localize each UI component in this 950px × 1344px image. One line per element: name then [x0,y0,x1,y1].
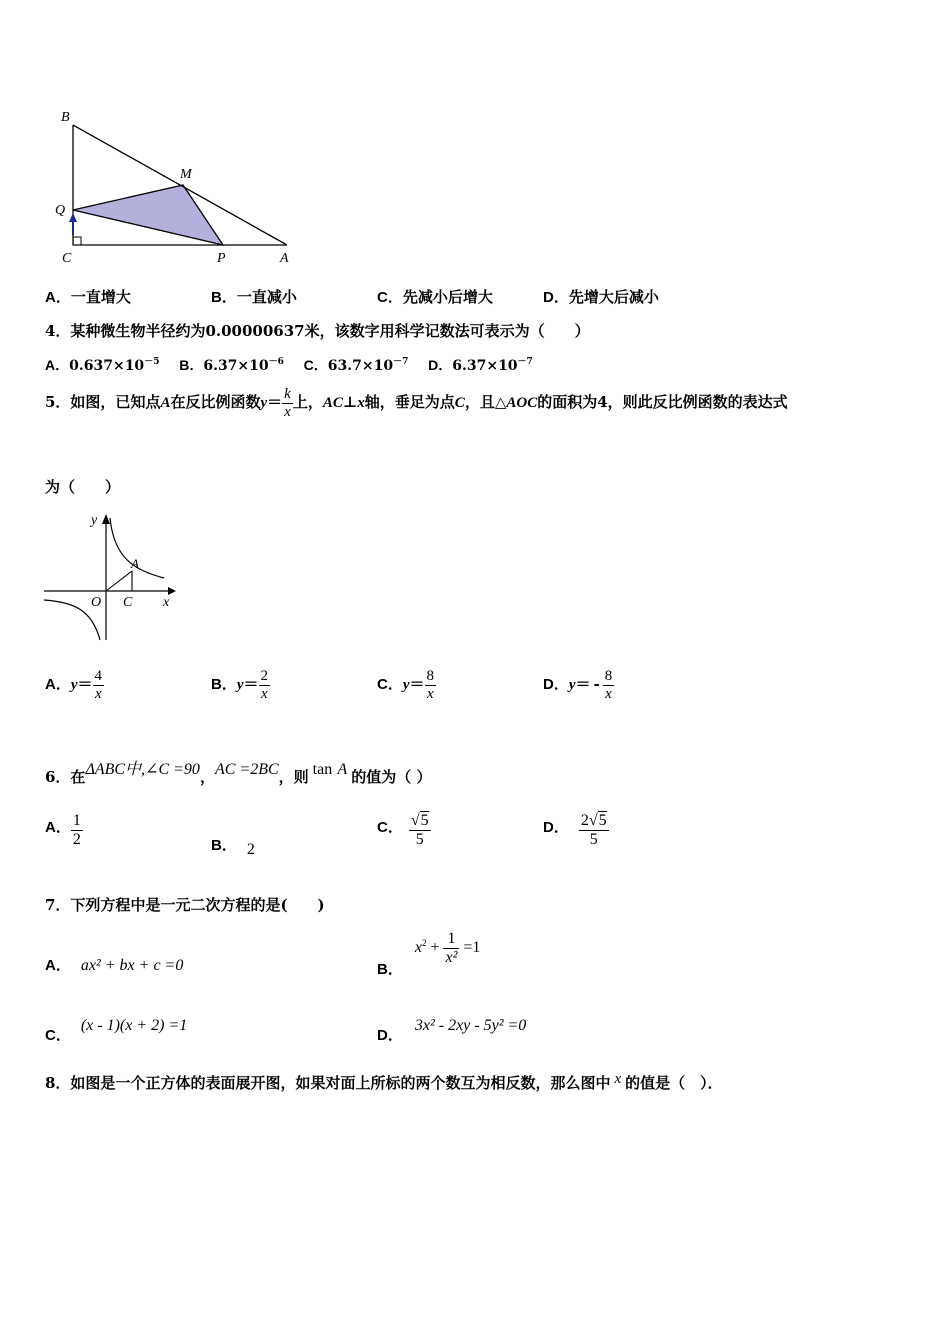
q5-option-d[interactable] [543,668,614,702]
q6-option-c[interactable] [377,812,431,848]
q3-option-d[interactable] [543,286,659,307]
shaded-triangle [73,185,223,245]
q7-option-d[interactable] [377,1014,527,1044]
q5-t4: ，且△ [464,393,507,411]
q5-option-b-num: 2 [260,668,269,684]
q4-option-a-exp: －5 [144,357,160,367]
q5-option-d-label: D． [543,676,569,693]
label-y: y [91,513,98,528]
q5-y: y [260,395,268,411]
q4-options [45,354,533,375]
q7-option-b-x: x [414,938,422,956]
q6-option-d-den: 5 [579,830,609,849]
q3-option-a-label: A． [45,289,71,306]
q5-x: x [284,403,291,420]
q7-option-c[interactable] [45,1014,188,1044]
q5-option-c-num: 8 [426,668,435,684]
q5-point-a: A [160,395,171,411]
q6-option-a-num: 1 [72,812,81,829]
q5-option-a-frac [93,668,105,702]
q5-aoc: AOC [506,395,538,411]
q5-eq: ＝ [267,393,283,411]
q3-option-b[interactable] [211,286,297,307]
q7-option-a-eq: ax² + bx + c =0 [80,957,184,974]
q6-option-c-num [409,812,431,830]
q7-option-b-num: 1 [447,930,456,947]
q6-option-d-label: D． [543,819,569,837]
q5-axis-x: x [357,395,365,411]
q7-option-a-label: A． [45,957,71,974]
q5-option-d-den: x [603,685,615,703]
q5-option-d-eq: ＝ [575,675,591,693]
q5-option-a[interactable] [45,668,104,702]
q4-option-b[interactable] [179,358,284,374]
q7-stem: 7．下列方程中是一元二次方程的是( ) [45,896,325,914]
q5-option-c[interactable] [377,668,436,702]
q6-stem [45,756,432,786]
q7-option-b-sq: 2 [421,937,427,948]
q6-comma: ， [199,768,215,786]
q7-option-b-frac [443,930,459,966]
q4-option-d-label: D． [428,357,453,373]
q6-option-b-label: B． [211,837,237,854]
q5-option-b-label: B． [211,676,237,693]
right-angle-mark [73,237,81,245]
q5-option-c-frac [425,668,437,702]
q5-option-b-y: y [236,677,244,693]
q6-cond: ΔABC中,∠C =90 [85,761,200,778]
q5-option-a-num: 4 [94,668,103,684]
q7-option-b-label: B． [377,960,403,978]
label-a2: A [131,556,139,571]
q5-k: k [284,386,291,402]
label-b: B [61,110,70,125]
q5-option-b-eq: ＝ [243,675,259,693]
q5-c: C [454,395,465,411]
q5-option-c-y: y [402,677,410,693]
q6-t1: ，则 [278,768,309,786]
label-c: C [62,251,72,266]
q4-stem: 4．某种微生物半径约为0.00000637米，该数字用科学记数法可表示为（ ） [45,322,590,340]
label-x: x [163,595,170,610]
y-axis-arrow [102,514,110,524]
q4-option-d-exp: －7 [517,357,533,367]
q5-option-c-den: x [425,685,437,703]
sqrt-icon: √ [588,812,598,829]
label-o: O [91,595,102,610]
q6-option-c-label: C． [377,819,403,837]
q5-t1: 在反比例函数 [170,393,261,411]
q4-option-c-label: C． [303,357,328,373]
q4-option-c[interactable] [304,358,409,374]
q8-t1: 8．如图是一个正方体的表面展开图，如果对面上所标的两个数互为相反数，那么图中 [45,1074,611,1092]
q6-option-d[interactable] [543,812,609,848]
q4-option-d-mant: 6.37×10 [452,358,518,374]
q6-option-d-frac [569,812,609,848]
q6-a: A [337,761,348,778]
q4-option-a-label: A． [45,357,70,373]
q4-option-c-exp: －7 [393,357,409,367]
q5-option-b-den: x [259,685,271,703]
q6-option-c-frac [403,812,431,848]
q5-option-a-den: x [93,685,105,703]
q6-num: 6．在 [45,768,86,786]
q7-option-a[interactable] [45,954,183,975]
q5-option-d-sign: - [593,675,600,693]
label-m: M [180,167,192,182]
q4-option-d[interactable] [428,358,533,374]
q6-option-a-den: 2 [72,830,81,848]
q6-option-a-label: A． [45,819,71,837]
q5-option-a-label: A． [45,676,71,693]
q6-rel: AC =2BC [214,761,279,778]
q5-t5: 的面积为4，则此反比例函数的表达式 [537,393,788,411]
q5-ac: AC [322,395,343,411]
q5-option-b[interactable] [211,668,270,702]
q7-option-b-den: x² [445,948,458,966]
q8-x: x [614,1071,622,1087]
q3-option-c-text: 先减小后增大 [402,288,493,306]
q7-option-c-eq: (x - 1)(x + 2) =1 [80,1017,188,1034]
label-q: Q [55,203,66,218]
q5-option-c-eq: ＝ [409,675,425,693]
label-a: A [280,251,289,266]
q6-option-d-rad: 5 [598,812,607,829]
sqrt-icon: √ [410,812,420,829]
hyperbola-figure [44,508,184,643]
q5-perp: ⊥ [342,393,358,411]
q5-option-c-label: C． [377,676,403,693]
q5-t2: 上， [292,393,323,411]
q6-option-d-coef: 2 [580,812,589,829]
q3-option-b-label: B． [211,289,237,306]
q6-option-b[interactable] [211,834,255,858]
q5-option-a-y: y [70,677,78,693]
q5-num: 5．如图，已知点 [45,393,161,411]
q4-option-b-mant: 6.37×10 [203,358,269,374]
q7-option-b[interactable] [377,930,481,978]
segment-oa [106,571,132,591]
q7-option-c-label: C． [45,1027,71,1044]
q4-option-b-label: B． [179,357,204,373]
q8-t2: 的值是（ ）． [625,1074,723,1092]
x-axis-arrow [168,587,176,595]
q6-option-b-value: 2 [246,841,255,858]
q5-stem-line2: 为（ ） [45,478,121,496]
label-c2: C [123,595,133,610]
q5-fraction [282,386,293,420]
q7-option-d-label: D． [377,1027,403,1044]
q4-option-a-mant: 0.637×10 [69,358,145,374]
q3-option-a[interactable] [45,286,131,307]
q4-option-c-mant: 63.7×10 [327,358,394,374]
q8-stem [45,1072,723,1093]
q3-option-c[interactable] [377,286,493,307]
q3-option-d-text: 先增大后减小 [568,288,659,306]
q3-option-b-text: 一直减小 [236,288,297,306]
q6-tan: tan [312,761,333,778]
q3-option-c-label: C． [377,289,403,306]
q3-option-d-label: D． [543,289,569,306]
q6-option-a-frac [71,812,83,848]
q5-t3: 轴，垂足为点 [364,393,455,411]
q7-option-b-plus: + [430,938,440,956]
q7-option-b-eq [403,930,481,966]
q5-option-d-num: 8 [604,668,613,684]
q4-option-b-exp: －6 [268,357,284,367]
q6-option-c-rad: 5 [420,812,429,829]
q5-option-b-frac [259,668,271,702]
q5-option-d-y: y [568,677,576,693]
q4-option-a[interactable] [45,358,159,374]
q6-option-d-num [579,812,609,830]
arrow-head [69,213,77,222]
q7-option-d-eq: 3x² - 2xy - 5y² =0 [414,1017,527,1034]
label-p: P [217,251,226,266]
q7-option-b-rhs: =1 [463,938,481,956]
q5-stem [45,386,788,420]
q5-option-a-eq: ＝ [77,675,93,693]
q3-option-a-text: 一直增大 [70,288,131,306]
q5-option-d-frac [603,668,615,702]
triangle-figure [45,100,305,270]
q6-option-c-den: 5 [409,830,431,849]
q6-t2: 的值为（ ） [351,768,432,786]
q6-option-a[interactable] [45,812,83,848]
